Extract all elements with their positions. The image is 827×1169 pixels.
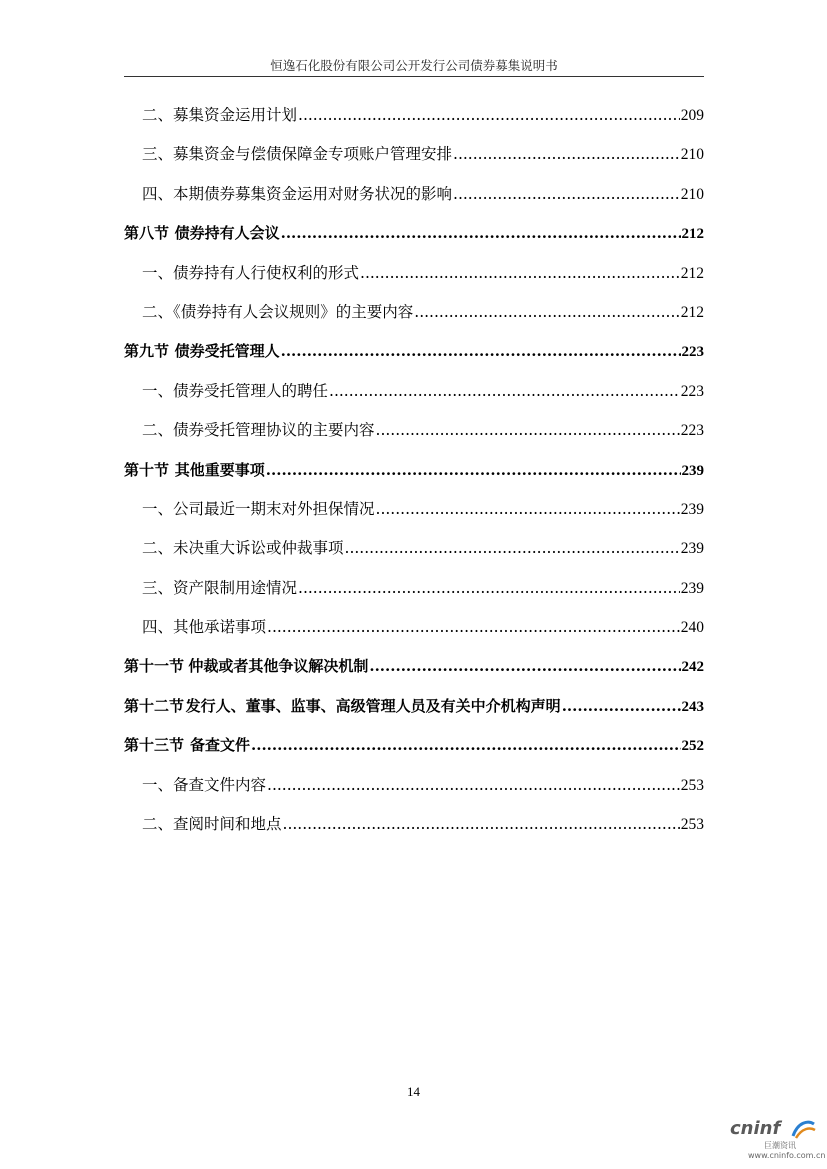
toc-page-number: 212 <box>680 264 704 282</box>
toc-subsection-entry[interactable] <box>124 805 704 844</box>
logo-cn-name: 巨潮资讯 <box>764 1141 796 1150</box>
logo-brand-text: cninf <box>730 1118 781 1139</box>
toc-entry-title: 一、债券受托管理人的聘任 <box>142 381 329 400</box>
toc-page-number: 223 <box>680 422 704 440</box>
toc-page-number: 209 <box>680 107 704 124</box>
toc-page-number: 240 <box>680 619 704 637</box>
toc-dot-leader <box>369 647 680 686</box>
toc-page-number: 243 <box>681 698 704 715</box>
toc-entry-title: 二、查阅时间和地点 <box>142 815 282 834</box>
toc-entry-title: 一、公司最近一期末对外担保情况 <box>142 499 375 518</box>
toc-dot-leader <box>562 687 681 726</box>
toc-subsection-entry[interactable] <box>124 569 704 608</box>
toc-page-number: 253 <box>680 776 704 794</box>
toc-subsection-entry[interactable] <box>124 490 704 529</box>
toc-page-number: 239 <box>680 500 704 518</box>
toc-subsection-entry[interactable] <box>124 254 704 293</box>
toc-section-number: 第九节 <box>124 342 170 361</box>
toc-dot-leader <box>298 96 680 135</box>
toc-section-entry[interactable] <box>124 214 704 253</box>
toc-dot-leader <box>251 726 681 765</box>
toc-entry-title: 其他重要事项 <box>174 460 265 479</box>
toc-dot-leader <box>281 332 681 371</box>
toc-dot-leader <box>376 490 680 529</box>
cninfo-logo <box>728 1116 826 1164</box>
toc-entry-title: 四、本期债券募集资金运用对财务状况的影响 <box>142 184 453 203</box>
header-divider <box>124 76 704 77</box>
toc-entry-title: 备查文件 <box>189 736 250 755</box>
toc-entry-title: 二、募集资金运用计划 <box>142 106 298 124</box>
toc-dot-leader <box>267 608 680 647</box>
toc-entry-title: 发行人、董事、监事、高级管理人员及有关中介机构声明 <box>185 696 561 715</box>
toc-dot-leader <box>298 569 680 608</box>
toc-subsection-entry[interactable] <box>124 608 704 647</box>
toc-page-number: 239 <box>680 540 704 558</box>
toc-entry-title: 一、债券持有人行使权利的形式 <box>142 263 360 282</box>
toc-section-number: 第十二节 <box>124 696 185 715</box>
toc-entry-title: 四、其他承诺事项 <box>142 618 267 637</box>
toc-entry-title: 仲裁或者其他争议解决机制 <box>188 657 369 676</box>
toc-dot-leader <box>376 411 680 450</box>
toc-section-number: 第八节 <box>124 224 170 243</box>
toc-subsection-entry[interactable] <box>124 372 704 411</box>
toc-entry-title: 一、备查文件内容 <box>142 775 267 794</box>
toc-dot-leader <box>360 254 680 293</box>
toc-page-number: 239 <box>681 462 704 479</box>
toc-dot-leader <box>453 135 680 174</box>
toc-dot-leader <box>329 372 680 411</box>
toc-dot-leader <box>266 451 681 490</box>
toc-dot-leader <box>281 214 681 253</box>
toc-dot-leader <box>267 766 680 805</box>
toc-page-number: 212 <box>680 303 704 321</box>
toc-subsection-entry[interactable] <box>124 293 704 332</box>
toc-dot-leader <box>345 529 680 568</box>
toc-page-number: 210 <box>680 185 704 203</box>
toc-subsection-entry[interactable] <box>124 529 704 568</box>
toc-dot-leader <box>283 805 680 844</box>
toc-section-entry[interactable] <box>124 687 704 726</box>
toc-section-number: 第十节 <box>124 460 170 479</box>
toc-subsection-entry[interactable] <box>124 135 704 174</box>
logo-url: www.cninfo.com.cn <box>748 1151 826 1160</box>
toc-entry-title: 二、债券受托管理协议的主要内容 <box>142 421 375 440</box>
toc-subsection-entry[interactable] <box>124 766 704 805</box>
toc-dot-leader <box>453 175 680 214</box>
toc-entry-title: 三、资产限制用途情况 <box>142 578 298 597</box>
toc-section-entry[interactable] <box>124 332 704 371</box>
toc-page-number: 239 <box>680 579 704 597</box>
toc-subsection-entry[interactable] <box>124 96 704 135</box>
document-header-title: 恒逸石化股份有限公司公开发行公司债券募集说明书 <box>270 58 558 73</box>
toc-page-number: 210 <box>680 146 704 164</box>
toc-page-number: 212 <box>681 226 704 243</box>
toc-subsection-entry[interactable] <box>124 175 704 214</box>
toc-dot-leader <box>414 293 679 332</box>
table-of-contents <box>124 96 704 844</box>
toc-section-number: 第十三节 <box>124 736 185 755</box>
toc-page-number: 242 <box>681 659 704 676</box>
toc-section-entry[interactable] <box>124 726 704 765</box>
toc-section-number: 第十一节 <box>124 657 185 676</box>
toc-subsection-entry[interactable] <box>124 411 704 450</box>
toc-section-entry[interactable] <box>124 451 704 490</box>
toc-entry-title: 债券受托管理人 <box>174 342 280 361</box>
toc-page-number: 223 <box>680 382 704 400</box>
toc-entry-title: 债券持有人会议 <box>174 224 280 243</box>
toc-entry-title: 二、《债券持有人会议规则》的主要内容 <box>142 302 414 321</box>
logo-swirl-icon <box>790 1118 816 1140</box>
toc-entry-title: 三、募集资金与偿债保障金专项账户管理安排 <box>142 145 453 164</box>
page-number: 14 <box>407 1084 420 1099</box>
toc-page-number: 223 <box>681 344 704 361</box>
toc-entry-title: 二、未决重大诉讼或仲裁事项 <box>142 539 344 558</box>
toc-section-entry[interactable] <box>124 647 704 686</box>
toc-page-number: 253 <box>680 816 704 834</box>
toc-page-number: 252 <box>681 738 704 755</box>
